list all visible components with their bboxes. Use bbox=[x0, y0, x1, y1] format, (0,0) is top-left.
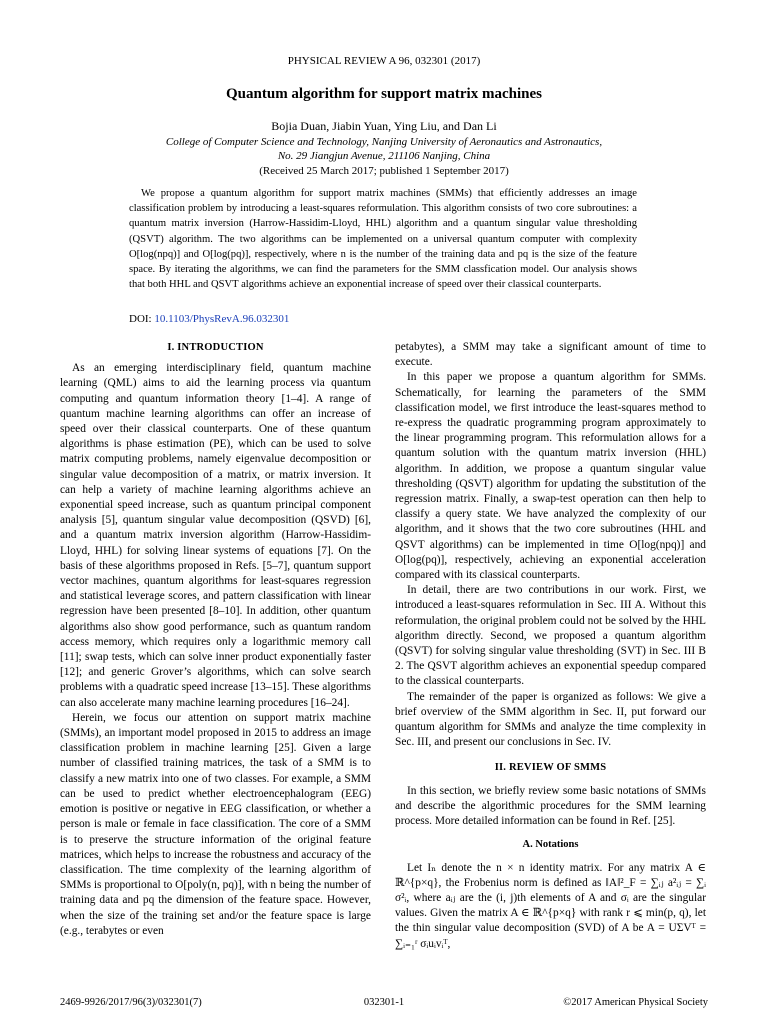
affiliation bbox=[0, 135, 768, 163]
section-heading-review: II. REVIEW OF SMMS bbox=[494, 762, 607, 774]
intro-paragraph-3: In this paper we propose a quantum algorithm for SMMs. Schematically, for learning the parameters of the SMM classification model, we first introduce the least-squares method to re-express the quadratic programming program approximately to the linear programming program. This reformulation allows for a quantum solution with the quantum matrix inversion (HHL) algorithm. In addition, we propose a quantum singular value thresholding (QSVT) algorithm for updating the substitution of the regression matrix. Finally, a swap-test operation can then help to classify a query state. We have analyzed the complexity of our algorithm, and it shows that the two core subroutines (HHL and QSVT algorithms) can be implemented in time O[log(npq)] and O[log(pq)], respectively, achieving an exponential acceleration compared with its classical counterparts. bbox=[395, 371, 706, 582]
right-column bbox=[395, 340, 706, 952]
affiliation-line-1: College of Computer Science and Technology, Nanjing University of Aeronautics and Astronautics, bbox=[165, 136, 603, 148]
section-heading-introduction: I. INTRODUCTION bbox=[167, 342, 264, 353]
received-dates: (Received 25 March 2017; published 1 September 2017) bbox=[259, 165, 509, 177]
doi-link[interactable]: 10.1103/PhysRevA.96.032301 bbox=[154, 313, 290, 325]
abstract: We propose a quantum algorithm for support matrix machines (SMMs) that efficiently addresses an image classification problem by introducing a least-squares reformulation. This algorithm consists of two core subroutines: a quantum matrix inversion (Harrow-Hassidim-Lloyd, HHL) algorithm and a quantum singular value thresholding (QSVT) algorithm. The two algorithms can be implemented on a universal quantum computer with complexity O[log(npq)] and O[log(pq)], respectively, where n is the number of the training data and pq is the size of the feature space. By iterating the algorithms, we can find the parameters for the SMM classfication model. Our analysis shows that both HHL and QSVT algorithms achieve an exponential increase of speed over their classical counterparts. bbox=[129, 188, 637, 291]
running-head: PHYSICAL REVIEW A 96, 032301 (2017) bbox=[287, 55, 481, 67]
footer-copyright: ©2017 American Physical Society bbox=[563, 997, 708, 1008]
doi-line bbox=[129, 313, 289, 325]
footer-issn: 2469-9926/2017/96(3)/032301(7) bbox=[60, 997, 202, 1008]
review-paragraph-1: In this section, we briefly review some basic notations of SMMs and describe the algorithmic procedures for the SMM learning process. More detailed information can be found in Ref. [25]. bbox=[395, 784, 706, 828]
intro-paragraph-continued: petabytes), a SMM may take a significant amount of time to execute. bbox=[395, 341, 706, 369]
subsection-heading-notations: A. Notations bbox=[522, 839, 579, 851]
intro-paragraph-4: In detail, there are two contributions in our work. First, we introduced a least-squares reformulation in Sec. III A. Without this reformulation, the original problem could not be solved by the HHL algorithm directly. Second, we proposed a quantum algorithm (QSVT) for solving singular value thresholding (SVT) in Sec. III B 2. The QSVT algorithm achieves an exponential speedup compared to the classical counterparts. bbox=[395, 584, 706, 688]
intro-paragraph-5: The remainder of the paper is organized as follows: We give a brief overview of the SMM algorithm in Sec. II, put forward our quantum algorithm for SMMs and analyze the time complexity in Sec. III, and present our conclusions in Sec. IV. bbox=[395, 690, 706, 749]
left-column bbox=[60, 340, 371, 939]
footer-page-number: 032301-1 bbox=[363, 997, 405, 1008]
intro-paragraph-1: As an emerging interdisciplinary field, quantum machine learning (QML) aims to aid the learning process via quantum computing and quantum information theory [1–4]. A range of quantum machine learning algorithms can offer an increase of speed over their classical counterparts. One of these quantum algorithms is phase estimation (PE), which can be used to solve matrix computing problems, namely eigenvalue decomposition or singular value decomposition of a matrix, or matrix inversion. It can help a variety of machine learning algorithms achieve an exponential speed increase, such as quantum principal component analysis [5], quantum singular value decomposition (QSVD) [6], and a quantum matrix inversion algorithm (Harrow-Hassidim-Lloyd, HHL) for solving linear systems of equations [7]. On the basis of these algorithms proposed in Refs. [5–7], quantum support vector machines, quantum algorithms for least-squares regression and statistical leverage scores, and pattern classification with linear regression have been presented [8–10]. In addition, other quantum algorithms also show good performance, such as quantum random access memory, which requires only a logarithmic memory call [11]; swap tests, which can solve inner product exponentially faster [12]; and generic Grover’s algorithms, which can solve search problems with a quadratic speed increase [13–15]. These algorithms can also accelerate many machine learning procedures [16–24]. bbox=[60, 362, 371, 709]
notations-paragraph-1: Let Iₙ denote the n × n identity matrix. For any matrix A ∈ ℝ^{p×q}, the Frobenius norm is defined as ‖A‖²_F = ∑ᵢⱼ a²ᵢⱼ = ∑ᵢ σ²ᵢ, where aᵢⱼ are the (i, j)th elements of A and σᵢ are the singular values. Given the matrix A ∈ ℝ^{p×q} with rank r ⩽ min(p, q), let the thin singular value decomposition (SVD) of A be A = UΣVᵀ = ∑ᵢ₌₁ʳ σᵢuᵢvᵢᵀ, bbox=[395, 861, 706, 950]
paper-title: Quantum algorithm for support matrix machines bbox=[226, 86, 542, 102]
affiliation-line-2: No. 29 Jiangjun Avenue, 211106 Nanjing, China bbox=[277, 150, 491, 162]
intro-paragraph-2: Herein, we focus our attention on support matrix machine (SMMs), an important model proposed in 2015 to address an image classification problem in machine learning [25]. Given a large number of classified training matrices, the task of a SMM is to classify a new matrix into one of two classes. For example, a SMM can be used to predict whether electroencephalogram (EEG) emotion is positive or negative in EEG classification, or whether a person is male or female in face classification. The core of a SMM is to preserve the structure information of the original feature matrices, which helps to increase the robustness and accuracy of the classification. The time complexity of the learning algorithm of SMMs is proportional to O[poly(n, pq)], with n being the number of training data and pq the dimension of the feature space. However, when the size of the training set and/or the feature space is large (e.g., terabytes or even bbox=[60, 711, 371, 937]
doi-label: DOI: bbox=[129, 313, 152, 325]
author-list: Bojia Duan, Jiabin Yuan, Ying Liu, and Dan Li bbox=[271, 119, 497, 133]
